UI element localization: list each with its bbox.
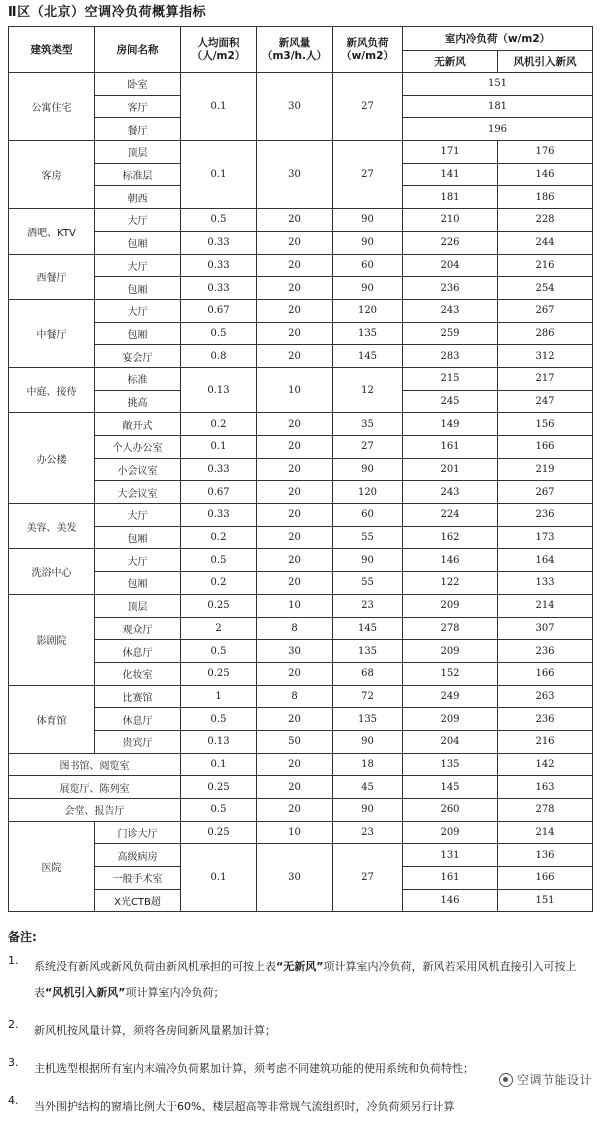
load-cell: 72 [333,685,403,708]
air-cell: 20 [257,322,333,345]
load-cell: 55 [333,572,403,595]
load-cell: 60 [333,504,403,527]
area-cell: 0.33 [181,231,257,254]
air-cell: 20 [257,526,333,549]
air-cell: 20 [257,299,333,322]
header-fresh-air-load: 新风负荷（w/m2） [333,27,403,73]
room-cell: 一般手术室 [95,867,181,890]
header-no-fresh-air: 无新风 [403,51,498,73]
room-cell: 挑高 [95,390,181,413]
area-cell: 0.5 [181,209,257,232]
room-cell: 大厅 [95,254,181,277]
air-cell: 8 [257,685,333,708]
nofa-cell: 215 [403,367,498,390]
area-cell: 0.1 [181,141,257,209]
table-row [9,640,593,663]
fan-cell: 307 [498,617,593,640]
fan-cell: 133 [498,572,593,595]
area-cell: 0.1 [181,753,257,776]
fan-cell: 217 [498,367,593,390]
table-row [9,617,593,640]
cooling-load-table [8,26,593,912]
merged-load-cell: 181 [403,95,593,118]
room-cell: X光CTB超 [95,889,181,912]
fan-cell: 219 [498,458,593,481]
nofa-cell: 131 [403,844,498,867]
notes-section [8,930,594,1132]
table-row [9,662,593,685]
air-cell: 30 [257,640,333,663]
nofa-cell: 146 [403,549,498,572]
area-cell: 0.33 [181,277,257,300]
area-cell: 0.5 [181,708,257,731]
room-cell: 门诊大厅 [95,821,181,844]
nofa-cell: 204 [403,730,498,753]
nofa-cell: 171 [403,141,498,164]
area-cell: 0.2 [181,413,257,436]
area-cell: 0.13 [181,367,257,412]
fan-cell: 236 [498,708,593,731]
area-cell: 0.33 [181,458,257,481]
air-cell: 20 [257,436,333,459]
air-cell: 20 [257,458,333,481]
fan-cell: 267 [498,299,593,322]
room-cell: 包厢 [95,572,181,595]
room-cell: 化妆室 [95,662,181,685]
table-row [9,572,593,595]
air-cell: 20 [257,277,333,300]
area-cell: 0.67 [181,481,257,504]
area-cell: 0.1 [181,436,257,459]
air-cell: 20 [257,708,333,731]
table-row [9,322,593,345]
fan-cell: 267 [498,481,593,504]
fan-cell: 173 [498,526,593,549]
room-cell: 休息厅 [95,708,181,731]
fan-cell: 216 [498,254,593,277]
note-item [8,1018,594,1044]
fan-cell: 263 [498,685,593,708]
nofa-cell: 224 [403,504,498,527]
nofa-cell: 209 [403,821,498,844]
air-cell: 20 [257,662,333,685]
load-cell: 135 [333,708,403,731]
area-cell: 1 [181,685,257,708]
room-cell: 客厅 [95,95,181,118]
room-cell: 大厅 [95,549,181,572]
table-row [9,277,593,300]
group-cell: 酒吧、KTV [9,209,95,254]
header-indoor-cooling-load: 室内冷负荷（w/m2） [403,27,593,51]
air-cell: 10 [257,821,333,844]
watermark-text: 空调节能设计 [516,1073,592,1087]
load-cell: 68 [333,662,403,685]
nofa-cell: 201 [403,458,498,481]
area-cell: 0.33 [181,254,257,277]
air-cell: 30 [257,844,333,912]
air-cell: 20 [257,504,333,527]
nofa-cell: 135 [403,753,498,776]
nofa-cell: 249 [403,685,498,708]
note-text-part: 系统没有新风或新风负荷由新风机承担的可按上表 [34,960,276,973]
air-cell: 20 [257,799,333,822]
room-cell: 包厢 [95,526,181,549]
header-building-type: 建筑类型 [9,27,95,73]
load-cell: 12 [333,367,403,412]
load-cell: 135 [333,640,403,663]
load-cell: 90 [333,799,403,822]
fan-cell: 214 [498,594,593,617]
table-row [9,231,593,254]
load-cell: 90 [333,549,403,572]
load-cell: 45 [333,776,403,799]
load-cell: 23 [333,594,403,617]
page-title: Ⅱ区（北京）空调冷负荷概算指标 [8,5,207,20]
note-number: 1. [8,954,19,967]
nofa-cell: 161 [403,436,498,459]
room-cell: 比赛馆 [95,685,181,708]
area-cell: 0.5 [181,322,257,345]
group-cell: 图书馆、阅览室 [9,753,181,776]
room-cell: 餐厅 [95,118,181,141]
note-item [8,954,594,1006]
nofa-cell: 146 [403,889,498,912]
table-row [9,209,593,232]
area-cell: 0.13 [181,730,257,753]
room-cell: 标准层 [95,163,181,186]
table-row [9,481,593,504]
note-text-part: 项计算室内冷负荷； [125,986,225,999]
table-row [9,549,593,572]
load-cell: 120 [333,299,403,322]
area-cell: 0.25 [181,776,257,799]
note-number: 3. [8,1056,19,1069]
air-cell: 20 [257,753,333,776]
nofa-cell: 161 [403,867,498,890]
area-cell: 0.5 [181,549,257,572]
air-cell: 20 [257,345,333,368]
room-cell: 顶层 [95,594,181,617]
nofa-cell: 162 [403,526,498,549]
air-cell: 20 [257,231,333,254]
room-cell: 标准 [95,367,181,390]
fan-cell: 244 [498,231,593,254]
table-row [9,504,593,527]
load-cell: 27 [333,436,403,459]
nofa-cell: 209 [403,708,498,731]
room-cell: 包厢 [95,277,181,300]
note-text: 当外围护结构的窗墙比例大于60%、楼层超高等非常规气流组织时，冷负荷须另行计算 [34,1100,455,1113]
table-row [9,730,593,753]
room-cell: 顶层 [95,141,181,164]
nofa-cell: 243 [403,299,498,322]
load-cell: 90 [333,458,403,481]
area-cell: 2 [181,617,257,640]
room-cell: 高级病房 [95,844,181,867]
area-cell: 0.1 [181,73,257,141]
load-cell: 90 [333,277,403,300]
fan-cell: 236 [498,640,593,663]
room-cell: 大厅 [95,504,181,527]
load-cell: 27 [333,73,403,141]
merged-load-cell: 151 [403,73,593,96]
room-cell: 休息厅 [95,640,181,663]
nofa-cell: 209 [403,594,498,617]
air-cell: 20 [257,481,333,504]
room-cell: 宴会厅 [95,345,181,368]
table-row [9,776,593,799]
group-cell: 影剧院 [9,594,95,685]
load-cell: 90 [333,231,403,254]
load-cell: 27 [333,141,403,209]
area-cell: 0.2 [181,526,257,549]
fan-cell: 166 [498,662,593,685]
air-cell: 20 [257,776,333,799]
nofa-cell: 259 [403,322,498,345]
fan-cell: 136 [498,844,593,867]
group-cell: 洗浴中心 [9,549,95,594]
nofa-cell: 226 [403,231,498,254]
area-cell: 0.1 [181,844,257,912]
nofa-cell: 149 [403,413,498,436]
room-cell: 敞开式 [95,413,181,436]
fan-cell: 278 [498,799,593,822]
room-cell: 个人办公室 [95,436,181,459]
load-cell: 135 [333,322,403,345]
nofa-cell: 260 [403,799,498,822]
group-cell: 体育馆 [9,685,95,753]
table-row [9,458,593,481]
fan-cell: 247 [498,390,593,413]
note-number: 2. [8,1018,19,1031]
area-cell: 0.5 [181,640,257,663]
area-cell: 0.33 [181,504,257,527]
header-area-per-person: 人均面积（人/m2） [181,27,257,73]
table-row [9,844,593,867]
note-item [8,1094,594,1120]
group-cell: 中餐厅 [9,299,95,367]
wechat-account-icon [499,1073,513,1087]
group-cell: 中庭、接待 [9,367,95,412]
load-cell: 27 [333,844,403,912]
room-cell: 贵宾厅 [95,730,181,753]
nofa-cell: 209 [403,640,498,663]
fan-cell: 186 [498,186,593,209]
nofa-cell: 204 [403,254,498,277]
note-number: 4. [8,1094,19,1107]
fan-cell: 151 [498,889,593,912]
group-cell: 办公楼 [9,413,95,504]
load-cell: 23 [333,821,403,844]
note-emphasis: “风机引入新风” [45,986,126,999]
room-cell: 朝西 [95,186,181,209]
table-row [9,254,593,277]
table-row [9,685,593,708]
load-cell: 90 [333,209,403,232]
air-cell: 30 [257,141,333,209]
fan-cell: 286 [498,322,593,345]
note-text: 主机选型根据所有室内末端冷负荷累加计算，须考虑不同建筑功能的使用系统和负荷特性； [34,1062,474,1075]
nofa-cell: 145 [403,776,498,799]
note-text: 新风机按风量计算，须将各房间新风量累加计算； [34,1024,276,1037]
fan-cell: 156 [498,413,593,436]
table-row [9,413,593,436]
group-cell: 公寓住宅 [9,73,95,141]
room-cell: 卧室 [95,73,181,96]
table-row [9,345,593,368]
area-cell: 0.8 [181,345,257,368]
fan-cell: 142 [498,753,593,776]
air-cell: 20 [257,549,333,572]
fan-cell: 312 [498,345,593,368]
area-cell: 0.25 [181,594,257,617]
merged-load-cell: 196 [403,118,593,141]
air-cell: 8 [257,617,333,640]
air-cell: 10 [257,594,333,617]
air-cell: 20 [257,572,333,595]
table-row [9,299,593,322]
nofa-cell: 141 [403,163,498,186]
nofa-cell: 243 [403,481,498,504]
fan-cell: 254 [498,277,593,300]
note-text [34,954,594,1006]
nofa-cell: 283 [403,345,498,368]
fan-cell: 228 [498,209,593,232]
room-cell: 大厅 [95,299,181,322]
table-row [9,73,593,96]
air-cell: 50 [257,730,333,753]
fan-cell: 214 [498,821,593,844]
nofa-cell: 245 [403,390,498,413]
header-fresh-air-volume: 新风量（m3/h.人） [257,27,333,73]
table-row [9,594,593,617]
area-cell: 0.67 [181,299,257,322]
area-cell: 0.5 [181,799,257,822]
room-cell: 小会议室 [95,458,181,481]
air-cell: 30 [257,73,333,141]
header-fan-fresh-air: 风机引入新风 [498,51,593,73]
table-row [9,799,593,822]
air-cell: 10 [257,367,333,412]
air-cell: 20 [257,254,333,277]
fan-cell: 216 [498,730,593,753]
group-cell: 美容、美发 [9,504,95,549]
load-cell: 120 [333,481,403,504]
table-row [9,821,593,844]
load-cell: 18 [333,753,403,776]
nofa-cell: 210 [403,209,498,232]
group-cell: 会堂、报告厅 [9,799,181,822]
header-room-name: 房间名称 [95,27,181,73]
room-cell: 大厅 [95,209,181,232]
nofa-cell: 152 [403,662,498,685]
load-cell: 35 [333,413,403,436]
fan-cell: 236 [498,504,593,527]
group-cell: 西餐厅 [9,254,95,299]
fan-cell: 163 [498,776,593,799]
area-cell: 0.2 [181,572,257,595]
table-row [9,367,593,390]
notes-title: 备注: [8,930,37,944]
room-cell: 观众厅 [95,617,181,640]
nofa-cell: 278 [403,617,498,640]
nofa-cell: 236 [403,277,498,300]
load-cell: 145 [333,617,403,640]
group-cell: 医院 [9,821,95,912]
nofa-cell: 181 [403,186,498,209]
watermark [497,1071,594,1088]
room-cell: 包厢 [95,231,181,254]
nofa-cell: 122 [403,572,498,595]
table-row [9,526,593,549]
table-row [9,708,593,731]
group-cell: 客房 [9,141,95,209]
load-cell: 60 [333,254,403,277]
fan-cell: 166 [498,436,593,459]
room-cell: 大会议室 [95,481,181,504]
table-row [9,753,593,776]
note-text-part: 项计算室内冷负荷，新风若采用风机直接引入可按上表 [34,960,577,999]
fan-cell: 164 [498,549,593,572]
group-cell: 展览厅、陈列室 [9,776,181,799]
load-cell: 55 [333,526,403,549]
load-cell: 90 [333,730,403,753]
air-cell: 20 [257,413,333,436]
area-cell: 0.25 [181,821,257,844]
area-cell: 0.25 [181,662,257,685]
room-cell: 包厢 [95,322,181,345]
fan-cell: 176 [498,141,593,164]
load-cell: 145 [333,345,403,368]
table-row [9,436,593,459]
table-row [9,141,593,164]
note-emphasis: “无新风” [276,960,324,973]
fan-cell: 166 [498,867,593,890]
air-cell: 20 [257,209,333,232]
fan-cell: 146 [498,163,593,186]
